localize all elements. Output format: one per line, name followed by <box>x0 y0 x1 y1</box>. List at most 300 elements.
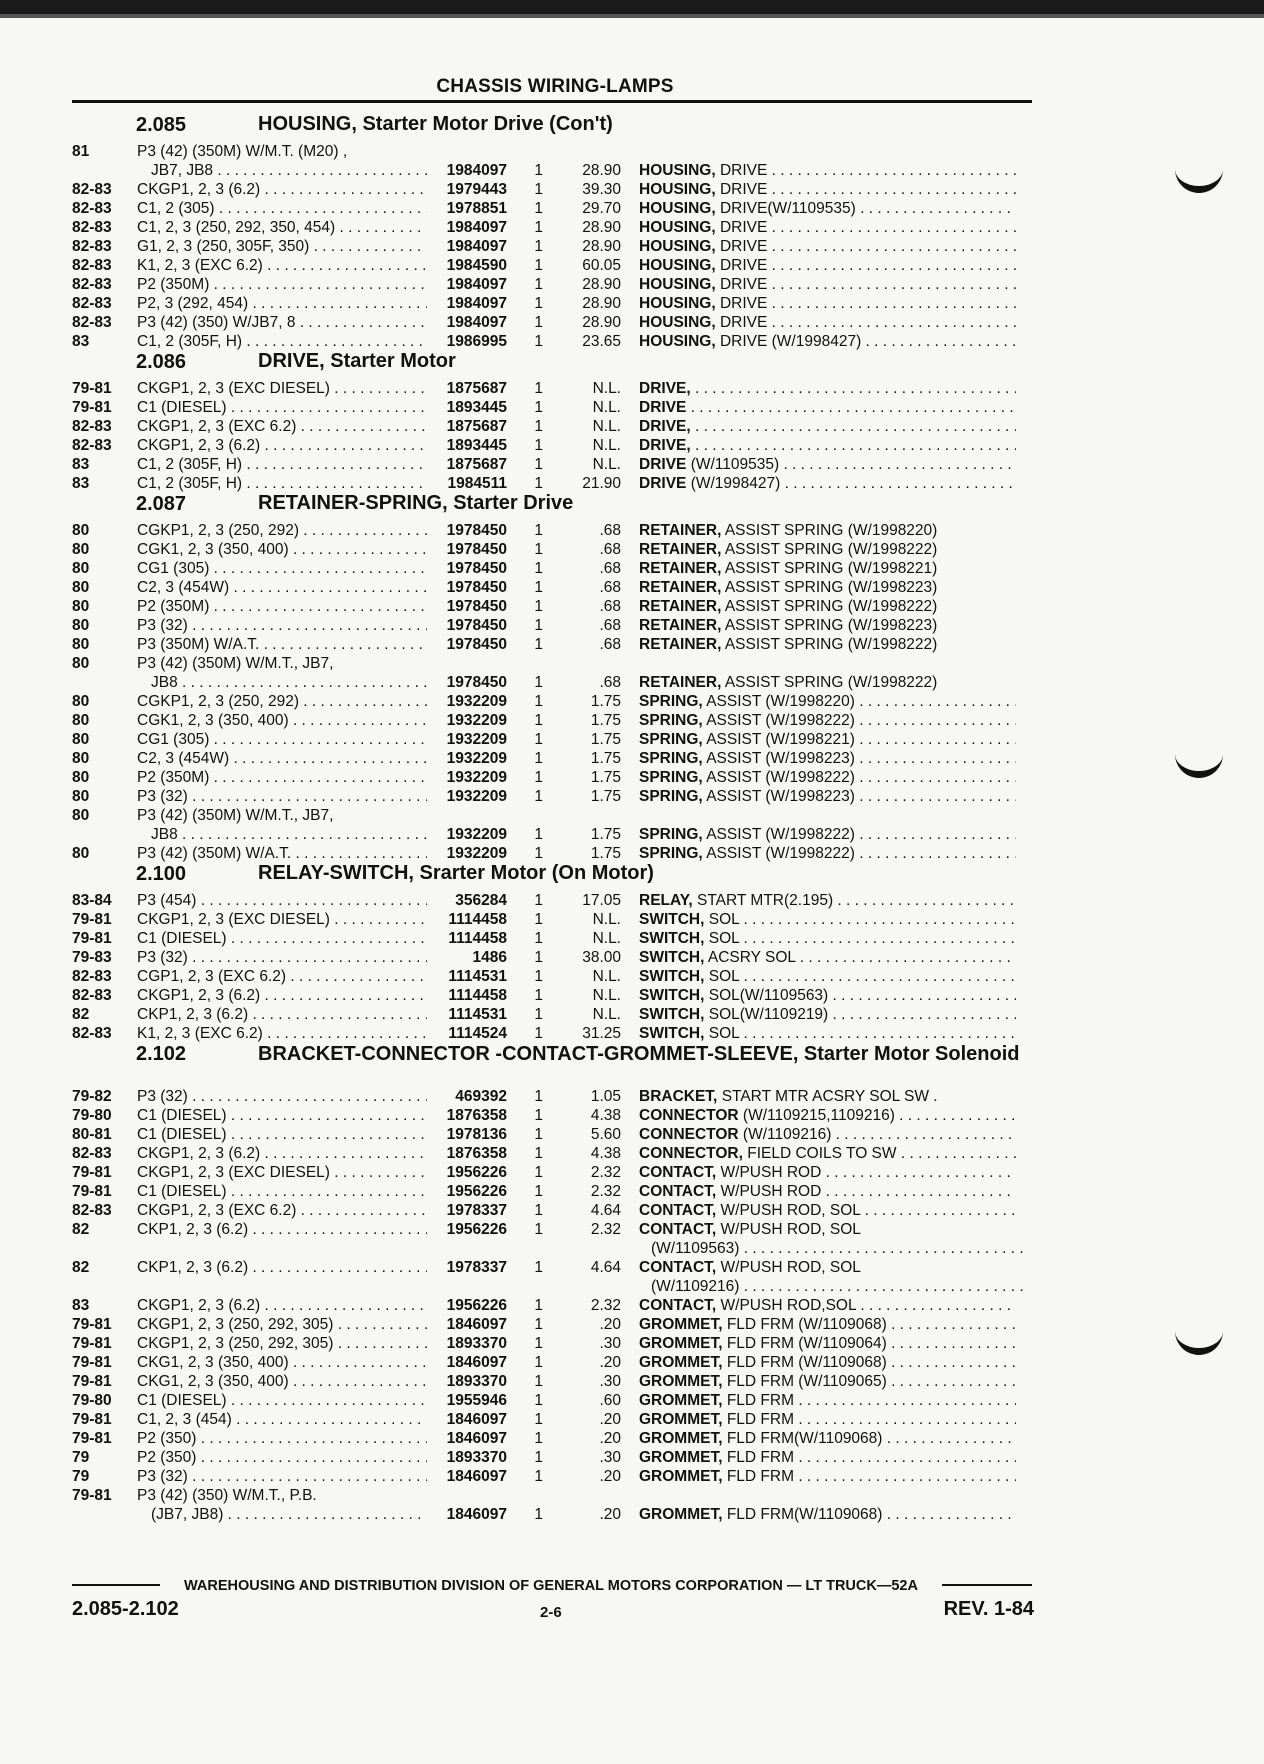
part-name: GROMMET, <box>639 1373 723 1390</box>
quantity: 1 <box>534 911 543 928</box>
binder-hole-bottom <box>1175 1312 1223 1355</box>
part-name: HOUSING, <box>639 181 716 198</box>
parts-row <box>72 578 1032 597</box>
part-detail: DRIVE (W/1998427) . . . <box>720 333 1016 350</box>
parts-row <box>72 1448 1032 1467</box>
application: C1 (DIESEL) . . . <box>137 929 427 948</box>
model-years: 82-83 <box>72 1202 112 1219</box>
price: 1.75 <box>590 731 621 748</box>
model-years: 79-81 <box>72 1430 112 1447</box>
price: 28.90 <box>582 219 621 236</box>
application: JB7, JB8 . . . <box>137 161 427 180</box>
part-name: RETAINER, <box>639 636 722 653</box>
section-number: 2.086 <box>136 351 187 373</box>
part-name: RETAINER, <box>639 674 722 691</box>
model-years: 80 <box>72 712 90 729</box>
application: C2, 3 (454W) . . . <box>137 749 427 768</box>
part-detail: ASSIST (W/1998221) . . . <box>706 731 1016 748</box>
price: N.L. <box>592 930 621 947</box>
price: 28.90 <box>582 162 621 179</box>
part-detail: (W/1109535) . . . <box>691 456 1016 473</box>
application: CKGP1, 2, 3 (EXC 6.2) . . . <box>137 1201 427 1220</box>
application: CGK1, 2, 3 (350, 400) . . . <box>137 540 427 559</box>
parts-row <box>72 332 1032 351</box>
price: .68 <box>599 522 621 539</box>
section-title: RELAY-SWITCH, Srarter Motor (On Motor) <box>258 862 654 884</box>
parts-row <box>72 559 1032 578</box>
model-years: 79-81 <box>72 1164 112 1181</box>
part-name: RETAINER, <box>639 598 722 615</box>
part-detail: ACSRY SOL . . . <box>708 949 1016 966</box>
model-years: 82-83 <box>72 219 112 236</box>
model-years: 79-81 <box>72 1411 112 1428</box>
part-detail: DRIVE . . . <box>720 295 1016 312</box>
parts-row <box>72 275 1032 294</box>
part-name: DRIVE, <box>639 380 691 397</box>
part-description <box>639 1277 1028 1296</box>
part-name: RETAINER, <box>639 522 722 539</box>
part-number: 1956226 <box>446 1164 507 1181</box>
part-description <box>639 417 1016 436</box>
application: C1, 2 (305) . . . <box>137 199 427 218</box>
application: CKGP1, 2, 3 (EXC DIESEL) . . . <box>137 379 427 398</box>
application: P3 (32) . . . <box>137 1467 427 1486</box>
part-description <box>639 1334 1016 1353</box>
part-name: SWITCH, <box>639 968 705 985</box>
price: 29.70 <box>582 200 621 217</box>
price: .20 <box>599 1316 621 1333</box>
section-number: 2.085 <box>136 114 187 136</box>
part-description <box>639 986 1016 1005</box>
application: P2 (350M) . . . <box>137 768 427 787</box>
part-description <box>639 1144 1016 1163</box>
part-detail: DRIVE(W/1109535) . . . <box>720 200 1016 217</box>
part-description <box>639 844 1016 863</box>
quantity: 1 <box>534 399 543 416</box>
part-name: CONTACT, <box>639 1297 717 1314</box>
part-detail: SOL . . . <box>709 1025 1016 1042</box>
application: G1, 2, 3 (250, 305F, 350) . . . <box>137 237 427 256</box>
footer-note: WAREHOUSING AND DISTRIBUTION DIVISION OF GENERAL MOTORS CORPORATION — LT TRUCK—52A <box>160 1578 942 1594</box>
part-number: 1978136 <box>446 1126 507 1143</box>
part-detail <box>695 418 1016 435</box>
part-number: 1984097 <box>446 295 507 312</box>
application: CG1 (305) . . . <box>137 559 427 578</box>
application: JB8 . . . <box>137 673 427 692</box>
scan-top-border-shadow <box>0 14 1264 18</box>
quantity: 1 <box>534 949 543 966</box>
parts-row <box>72 161 1032 180</box>
part-description <box>639 1448 1016 1467</box>
quantity: 1 <box>534 1373 543 1390</box>
part-detail: ASSIST (W/1998222) . . . <box>706 712 1016 729</box>
price: N.L. <box>592 987 621 1004</box>
part-name: SWITCH, <box>639 987 705 1004</box>
part-description <box>639 180 1016 199</box>
part-description <box>639 436 1016 455</box>
section-heading <box>72 351 1032 379</box>
part-description <box>639 1239 1028 1258</box>
part-number: 1984097 <box>446 219 507 236</box>
quantity: 1 <box>534 1183 543 1200</box>
part-name: DRIVE <box>639 456 687 473</box>
application: CKG1, 2, 3 (350, 400) . . . <box>137 1372 427 1391</box>
part-description <box>639 332 1016 351</box>
part-description <box>639 967 1016 986</box>
part-number: 1978450 <box>446 598 507 615</box>
model-years: 79-81 <box>72 1373 112 1390</box>
part-detail: W/PUSH ROD . . . <box>721 1164 1016 1181</box>
application: C1 (DIESEL) . . . <box>137 1106 427 1125</box>
application: C1 (DIESEL) . . . <box>137 1125 427 1144</box>
part-name: CONTACT, <box>639 1221 717 1238</box>
part-name: SPRING, <box>639 769 703 786</box>
part-number: 1984097 <box>446 276 507 293</box>
part-detail: FLD FRM (W/1109065) . . . <box>727 1373 1016 1390</box>
model-years: 80 <box>72 541 90 558</box>
model-years: 79-81 <box>72 1354 112 1371</box>
part-detail: ASSIST (W/1998222) . . . <box>706 845 1016 862</box>
model-years: 82-83 <box>72 987 112 1004</box>
part-description <box>639 455 1016 474</box>
price: .20 <box>599 1468 621 1485</box>
model-years: 79-81 <box>72 1316 112 1333</box>
parts-row <box>72 1486 1032 1505</box>
part-detail: W/PUSH ROD, SOL <box>720 1221 861 1238</box>
model-years: 82-83 <box>72 968 112 985</box>
quantity: 1 <box>534 826 543 843</box>
model-years: 79-81 <box>72 930 112 947</box>
part-detail: ASSIST SPRING (W/1998222) <box>724 541 938 558</box>
application: CKGP1, 2, 3 (6.2) . . . <box>137 1144 427 1163</box>
price: 4.38 <box>590 1107 621 1124</box>
part-description <box>639 825 1016 844</box>
parts-row <box>72 749 1032 768</box>
parts-row <box>72 1024 1032 1043</box>
parts-row <box>72 768 1032 787</box>
part-description <box>639 1005 1016 1024</box>
part-number: 1114458 <box>448 930 507 947</box>
quantity: 1 <box>534 475 543 492</box>
model-years: 82-83 <box>72 314 112 331</box>
part-description <box>639 692 1016 711</box>
part-description <box>639 1258 1016 1277</box>
application: P3 (32) . . . <box>137 787 427 806</box>
part-detail <box>691 399 1016 416</box>
model-years: 80 <box>72 560 90 577</box>
part-name: SPRING, <box>639 712 703 729</box>
quantity: 1 <box>534 892 543 909</box>
part-detail: ASSIST SPRING (W/1998221) <box>724 560 938 577</box>
part-name: SPRING, <box>639 826 703 843</box>
part-detail: (W/1109216) . . . <box>651 1278 1028 1295</box>
quantity: 1 <box>534 1297 543 1314</box>
application: CGK1, 2, 3 (350, 400) . . . <box>137 711 427 730</box>
model-years: 80 <box>72 655 90 672</box>
part-name: CONTACT, <box>639 1183 717 1200</box>
application: CKGP1, 2, 3 (EXC DIESEL) . . . <box>137 1163 427 1182</box>
part-name: SWITCH, <box>639 911 705 928</box>
application: P2 (350) . . . <box>137 1429 427 1448</box>
part-number: 1114458 <box>448 987 507 1004</box>
application: K1, 2, 3 (EXC 6.2) . . . <box>137 256 427 275</box>
quantity: 1 <box>534 1126 543 1143</box>
part-detail: ASSIST (W/1998220) . . . <box>706 693 1016 710</box>
part-number: 1978337 <box>446 1259 507 1276</box>
parts-row <box>72 635 1032 654</box>
part-number: 1893370 <box>446 1449 507 1466</box>
part-detail: ASSIST SPRING (W/1998223) <box>724 617 938 634</box>
part-name: DRIVE, <box>639 418 691 435</box>
part-name: BRACKET, <box>639 1088 718 1105</box>
model-years: 82-83 <box>72 276 112 293</box>
part-name: SWITCH, <box>639 1006 705 1023</box>
parts-row <box>72 199 1032 218</box>
part-name: RETAINER, <box>639 579 722 596</box>
part-number: 356284 <box>455 892 507 909</box>
quantity: 1 <box>534 276 543 293</box>
part-number: 1486 <box>472 949 507 966</box>
price: 1.75 <box>590 769 621 786</box>
part-description <box>639 1353 1016 1372</box>
parts-row <box>72 1182 1032 1201</box>
part-description <box>639 1087 1016 1106</box>
part-number: 1984097 <box>446 238 507 255</box>
model-years: 80 <box>72 598 90 615</box>
part-description <box>639 1467 1016 1486</box>
parts-row <box>72 1106 1032 1125</box>
part-description <box>639 218 1016 237</box>
parts-row <box>72 844 1032 863</box>
model-years: 81 <box>72 143 90 160</box>
application: C1 (DIESEL) . . . <box>137 398 427 417</box>
parts-row <box>72 1005 1032 1024</box>
quantity: 1 <box>534 788 543 805</box>
application: CKGP1, 2, 3 (250, 292, 305) . . . <box>137 1334 427 1353</box>
quantity: 1 <box>534 1164 543 1181</box>
parts-row <box>72 825 1032 844</box>
quantity: 1 <box>534 1354 543 1371</box>
part-number: 1875687 <box>446 456 507 473</box>
part-number: 1876358 <box>446 1107 507 1124</box>
section-number: 2.087 <box>136 493 187 515</box>
quantity: 1 <box>534 617 543 634</box>
part-description <box>639 1410 1016 1429</box>
part-detail: FLD FRM . . . <box>727 1411 1016 1428</box>
application: C2, 3 (454W) . . . <box>137 578 427 597</box>
parts-row <box>72 237 1032 256</box>
part-detail <box>695 437 1016 454</box>
price: 1.75 <box>590 826 621 843</box>
parts-row <box>72 521 1032 540</box>
part-detail: ASSIST (W/1998223) . . . <box>706 788 1016 805</box>
model-years: 82-83 <box>72 437 112 454</box>
parts-row <box>72 256 1032 275</box>
application: CKGP1, 2, 3 (6.2) . . . <box>137 436 427 455</box>
section-heading <box>72 493 1032 521</box>
price: 4.38 <box>590 1145 621 1162</box>
quantity: 1 <box>534 1221 543 1238</box>
quantity: 1 <box>534 769 543 786</box>
quantity: 1 <box>534 200 543 217</box>
parts-row <box>72 806 1032 825</box>
quantity: 1 <box>534 1025 543 1042</box>
part-name: CONTACT, <box>639 1164 717 1181</box>
application: CKG1, 2, 3 (350, 400) . . . <box>137 1353 427 1372</box>
application: P3 (32) . . . <box>137 1087 427 1106</box>
application: P3 (42) (350) W/M.T., P.B. <box>137 1487 317 1504</box>
part-detail: (W/1109216) . . . <box>743 1126 1016 1143</box>
quantity: 1 <box>534 456 543 473</box>
part-detail <box>695 380 1016 397</box>
part-detail: START MTR ACSRY SOL SW . <box>721 1088 938 1105</box>
model-years: 82-83 <box>72 257 112 274</box>
price: 2.32 <box>590 1164 621 1181</box>
quantity: 1 <box>534 181 543 198</box>
parts-row <box>72 294 1032 313</box>
price: N.L. <box>592 1006 621 1023</box>
part-description <box>639 275 1016 294</box>
parts-row <box>72 1220 1032 1239</box>
part-detail: FLD FRM(W/1109068) . . . <box>727 1506 1016 1523</box>
price: .68 <box>599 674 621 691</box>
quantity: 1 <box>534 930 543 947</box>
part-number: 469392 <box>455 1088 507 1105</box>
price: 21.90 <box>582 475 621 492</box>
part-number: 1984097 <box>446 314 507 331</box>
quantity: 1 <box>534 1316 543 1333</box>
part-detail: FLD FRM (W/1109064) . . . <box>727 1335 1016 1352</box>
part-name: SPRING, <box>639 750 703 767</box>
footer-section-range: 2.085-2.102 <box>72 1598 179 1620</box>
model-years: 82-83 <box>72 200 112 217</box>
part-description <box>639 768 1016 787</box>
parts-row <box>72 180 1032 199</box>
quantity: 1 <box>534 1430 543 1447</box>
part-detail: ASSIST SPRING (W/1998223) <box>724 579 938 596</box>
price: 2.32 <box>590 1221 621 1238</box>
application: P2, 3 (292, 454) . . . <box>137 294 427 313</box>
part-number: 1932209 <box>446 712 507 729</box>
part-description <box>639 1505 1016 1524</box>
part-detail: FLD FRM (W/1109068) . . . <box>727 1354 1016 1371</box>
part-detail: ASSIST SPRING (W/1998220) <box>724 522 938 539</box>
model-years: 82 <box>72 1259 90 1276</box>
parts-row <box>72 787 1032 806</box>
part-description <box>639 597 1016 616</box>
part-name: HOUSING, <box>639 219 716 236</box>
parts-row <box>72 616 1032 635</box>
price: .30 <box>599 1335 621 1352</box>
parts-row <box>72 1429 1032 1448</box>
parts-row <box>72 1467 1032 1486</box>
price: 60.05 <box>582 257 621 274</box>
model-years: 79 <box>72 1468 90 1485</box>
part-name: RETAINER, <box>639 560 722 577</box>
part-number: 1956226 <box>446 1297 507 1314</box>
part-description <box>639 1125 1016 1144</box>
part-detail: FLD FRM . . . <box>727 1392 1016 1409</box>
model-years: 82-83 <box>72 1145 112 1162</box>
parts-row <box>72 474 1032 493</box>
parts-row <box>72 948 1032 967</box>
parts-row <box>72 1144 1032 1163</box>
price: 1.75 <box>590 712 621 729</box>
part-description <box>639 313 1016 332</box>
price: .68 <box>599 598 621 615</box>
price: 28.90 <box>582 276 621 293</box>
model-years: 80 <box>72 845 90 862</box>
model-years: 80 <box>72 769 90 786</box>
part-detail: ASSIST (W/1998223) . . . <box>706 750 1016 767</box>
quantity: 1 <box>534 219 543 236</box>
part-description <box>639 616 1016 635</box>
model-years: 79-81 <box>72 911 112 928</box>
part-description <box>639 948 1016 967</box>
part-description <box>639 1220 1016 1239</box>
model-years: 79-81 <box>72 1487 112 1504</box>
title-rule <box>72 100 1032 103</box>
part-number: 1986995 <box>446 333 507 350</box>
model-years: 80 <box>72 693 90 710</box>
parts-row <box>72 313 1032 332</box>
parts-row <box>72 398 1032 417</box>
part-detail: FIELD COILS TO SW . . . <box>747 1145 1016 1162</box>
price: N.L. <box>592 380 621 397</box>
parts-row <box>72 1315 1032 1334</box>
quantity: 1 <box>534 333 543 350</box>
price: 4.64 <box>590 1202 621 1219</box>
quantity: 1 <box>534 845 543 862</box>
part-detail: DRIVE . . . <box>720 219 1016 236</box>
part-number: 1984590 <box>446 257 507 274</box>
footer-rule-right <box>942 1584 1032 1586</box>
part-detail: SOL . . . <box>709 911 1016 928</box>
part-number: 1978450 <box>446 617 507 634</box>
parts-row <box>72 455 1032 474</box>
parts-row <box>72 1410 1032 1429</box>
part-name: SWITCH, <box>639 949 705 966</box>
part-name: HOUSING, <box>639 295 716 312</box>
price: 1.75 <box>590 693 621 710</box>
part-detail: DRIVE . . . <box>720 257 1016 274</box>
model-years: 83 <box>72 1297 90 1314</box>
part-detail: DRIVE . . . <box>720 238 1016 255</box>
part-number: 1114458 <box>448 911 507 928</box>
price: .20 <box>599 1354 621 1371</box>
model-years: 80 <box>72 750 90 767</box>
part-description <box>639 910 1016 929</box>
section-heading <box>72 863 1032 891</box>
quantity: 1 <box>534 522 543 539</box>
quantity: 1 <box>534 1392 543 1409</box>
application: CKP1, 2, 3 (6.2) . . . <box>137 1005 427 1024</box>
footer-rule-left <box>72 1584 162 1586</box>
price: .68 <box>599 636 621 653</box>
price: N.L. <box>592 418 621 435</box>
part-number: 1846097 <box>446 1316 507 1333</box>
section-title: DRIVE, Starter Motor <box>258 350 456 372</box>
part-number: 1978450 <box>446 522 507 539</box>
part-description <box>639 1163 1016 1182</box>
parts-row <box>72 597 1032 616</box>
part-number: 1932209 <box>446 826 507 843</box>
price: 2.32 <box>590 1183 621 1200</box>
part-number: 1846097 <box>446 1354 507 1371</box>
parts-row <box>72 711 1032 730</box>
price: 1.05 <box>590 1088 621 1105</box>
price: N.L. <box>592 437 621 454</box>
